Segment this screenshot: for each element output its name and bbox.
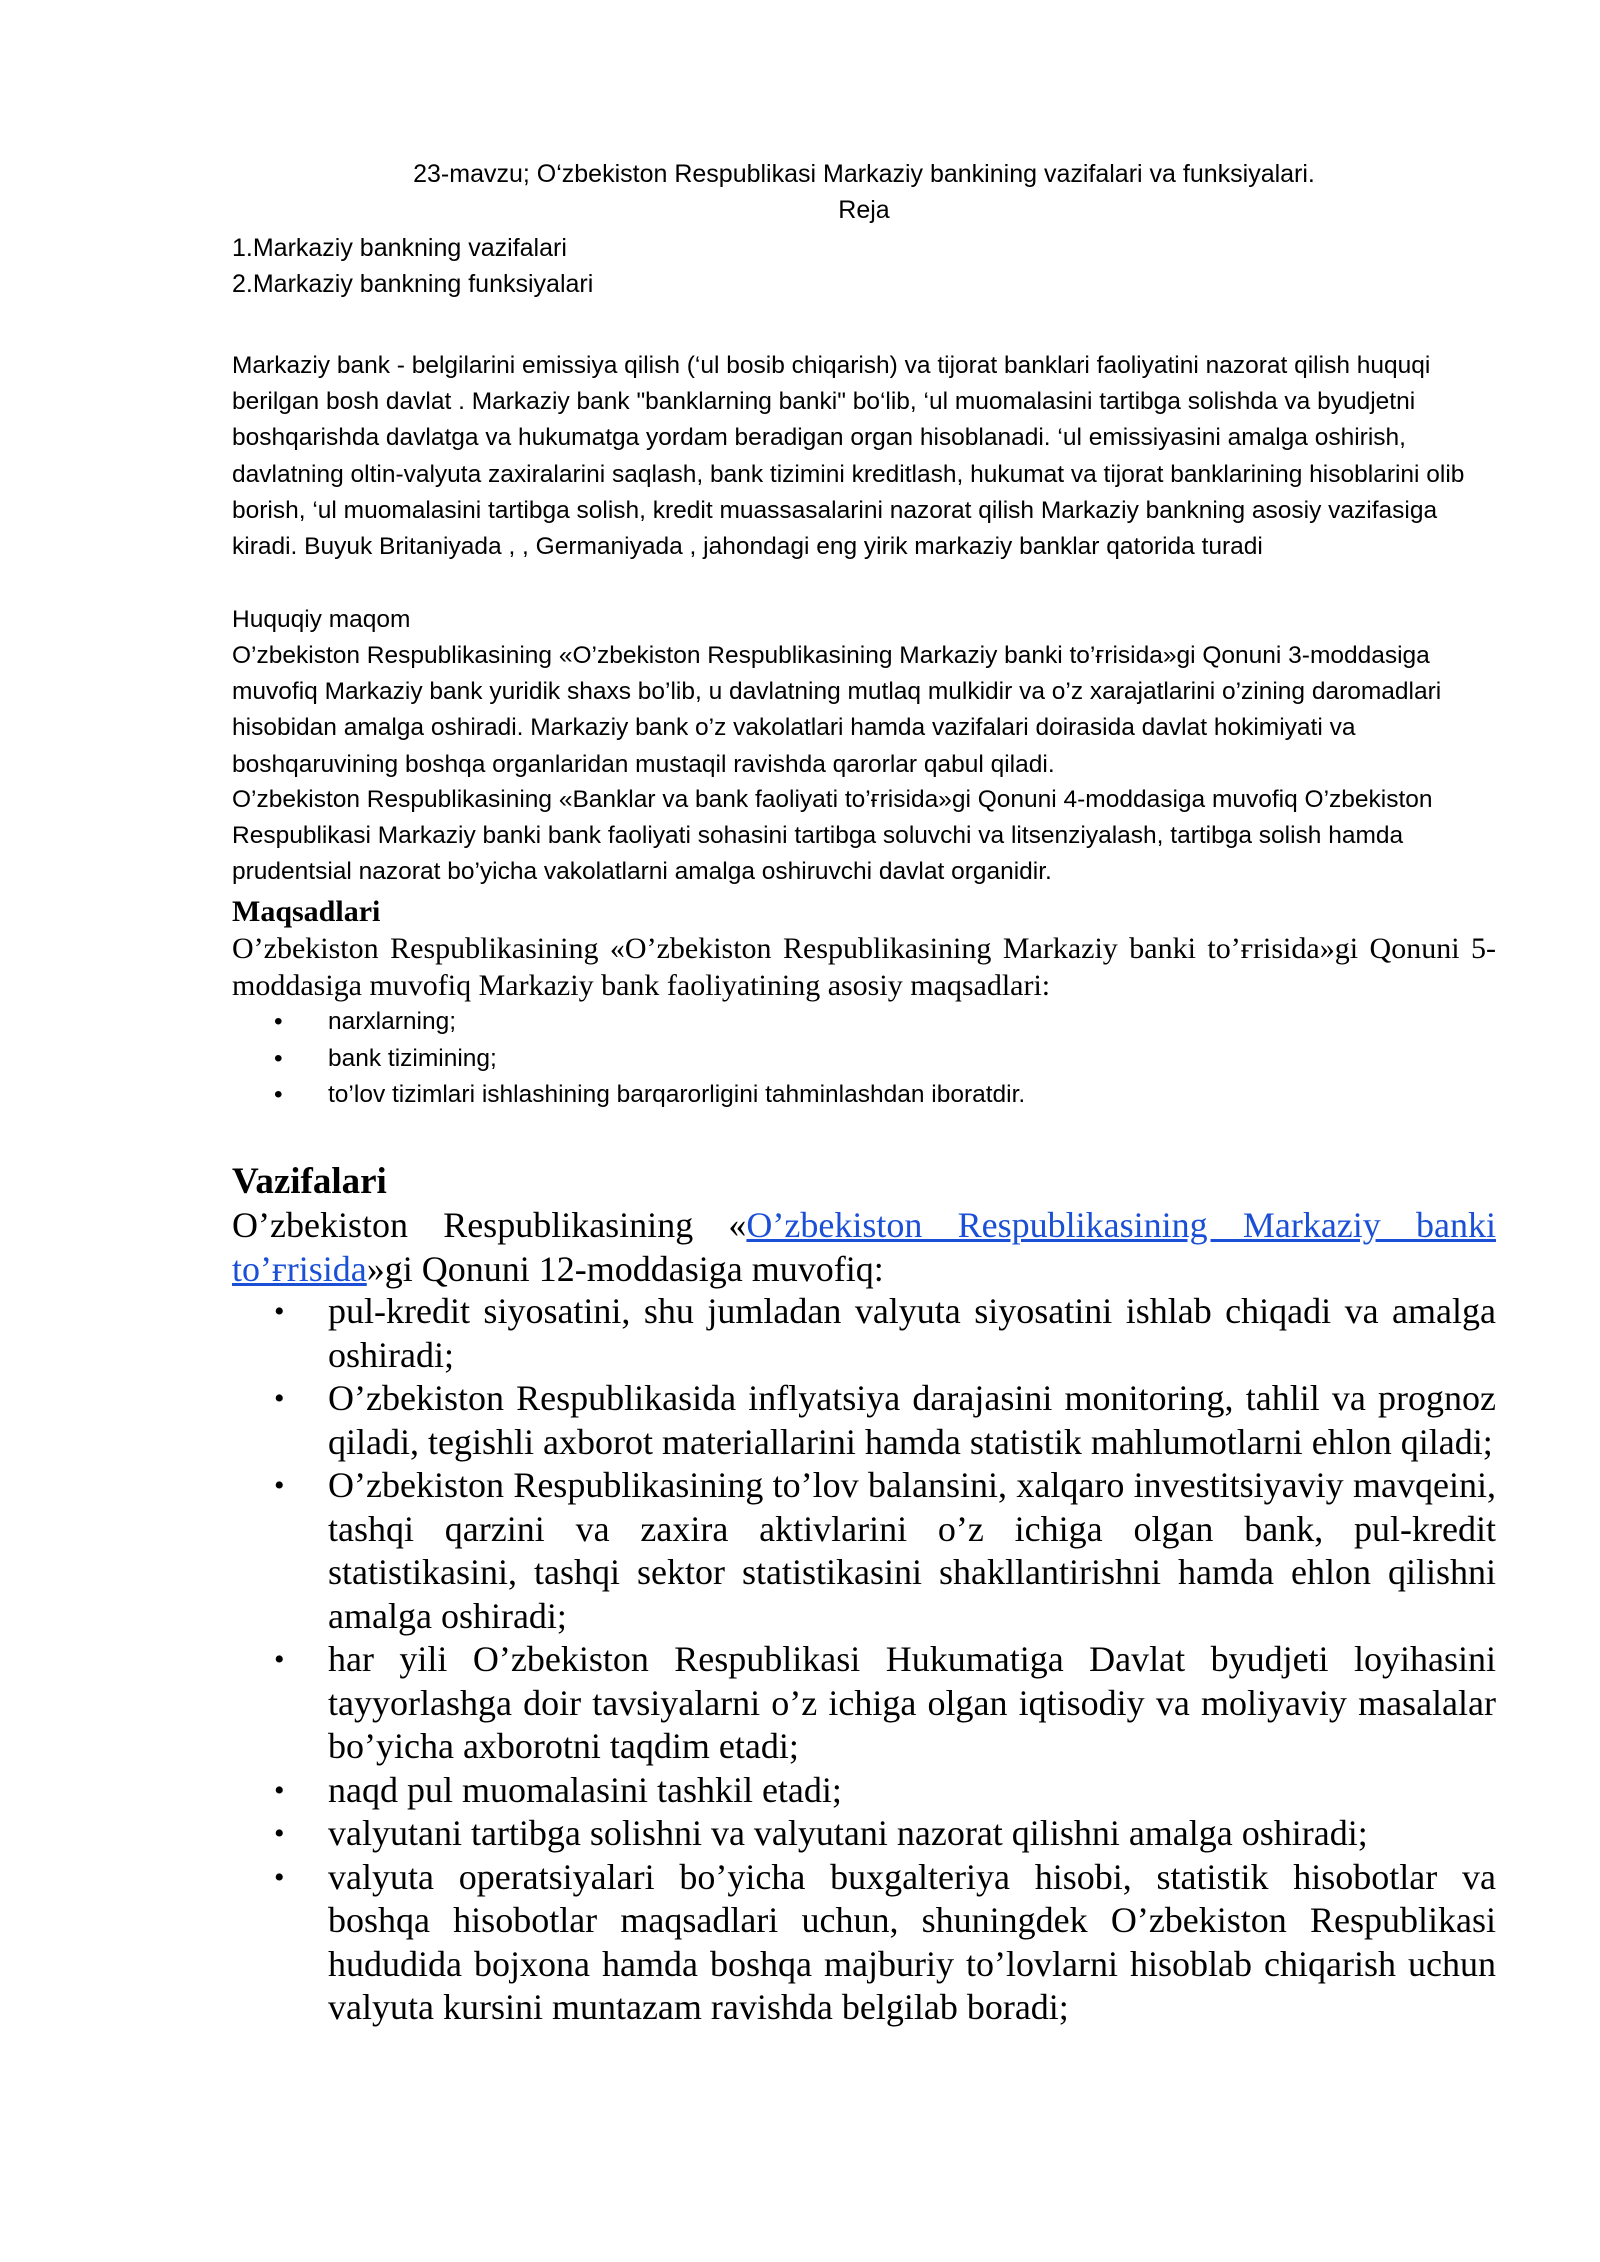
tasks-list-item: • O’zbekiston Respublikasida inflyatsiya darajasini monitoring, tahlil va prognoz qiladi, tegishli axborot materiallarini hamda statistik mahlumotlarni ehlon qiladi; (232, 1377, 1496, 1464)
tasks-list-item: • valyuta operatsiyalari bo’yicha buxgalteriya hisobi, statistik hisobotlar va boshqa hisobotlar maqsadlari uchun, shuningdek O’zbekiston Respublikasi hududida bojxona hamda boshqa majburiy to’lovlarni hisoblab chiqarish uchun valyuta kursini muntazam ravishda belgilab boradi; (232, 1856, 1496, 2030)
tasks-list-item: • valyutani tartibga solishni va valyutani nazorat qilishni amalga oshiradi; (232, 1812, 1496, 1856)
tasks-list (232, 1290, 1496, 2030)
goals-heading: Maqsadlari (232, 895, 381, 928)
goals-list-item: • bank tizimining; (232, 1041, 1496, 1078)
intro-paragraph: Markaziy bank - belgilarini emissiya qilish (‘ul bosib chiqarish) va tijorat banklari faoliyatini nazorat qilish huquqi berilgan bosh davlat . Markaziy bank "banklarning banki" bo‘lib, ‘ul muomalasini tartibga solishda va byudjetni boshqarishda davlatga va hukumatga yordam beradigan organ hisoblanadi. ‘ul emissiyasini amalga oshirish, davlatning oltin-valyuta zaxiralarini saqlash, bank tizimini kreditlash, hukumat va tijorat banklarining hisoblarini olib borish, ‘ul muomalasini tartibga solish, kredit muassasalarini nazorat qilish Markaziy bankning asosiy vazifasiga kiradi. Buyuk Britaniyada , , Germaniyada , jahondagi eng yirik markaziy banklar qatorida turadi (232, 352, 1465, 561)
legal-status-heading: Huquqiy maqom (232, 606, 411, 633)
goals-list-item: • narxlarning; (232, 1004, 1496, 1041)
plan-item: 2.Markaziy bankning funksiyalari (232, 270, 594, 298)
plan-heading: Reja (838, 196, 890, 224)
plan-item: 1.Markaziy bankning vazifalari (232, 234, 567, 262)
tasks-list-item: • pul-kredit siyosatini, shu jumladan valyuta siyosatini ishlab chiqadi va amalga oshiradi; (232, 1290, 1496, 1377)
tasks-list-item: • O’zbekiston Respublikasining to’lov balansini, xalqaro investitsiyaviy mavqeini, tashqi qarzini va zaxira aktivlarini o’z ichiga olgan bank, pul-kredit statistikasini, tashqi sektor statistikasini shakllantirishni hamda ehlon qilishni amalga oshiradi; (232, 1464, 1496, 1638)
tasks-intro (232, 1204, 1496, 1291)
tasks-intro-prefix: O’zbekiston Respublikasining « (232, 1205, 747, 1245)
goals-list (232, 1004, 1496, 1114)
plan-list (232, 230, 1496, 302)
tasks-intro-suffix: »gi Qonuni 12-moddasiga muvofiq: (366, 1248, 884, 1289)
legal-paragraph-2: O’zbekiston Respublikasining «Banklar va bank faoliyati to’ғrisida»gi Qonuni 4-moddasiga muvofiq O’zbekiston Respublikasi Markaziy banki bank faoliyati sohasini tartibga soluvchi va litsenziyalash, tartibga solish hamda prudentsial nazorat bo’yicha vakolatlarni amalga oshiruvchi davlat organidir. (232, 786, 1433, 886)
tasks-list-item: • naqd pul muomalasini tashkil etadi; (232, 1769, 1496, 1813)
legal-paragraph-1: O’zbekiston Respublikasining «O’zbekiston Respublikasining Markaziy banki to’ғrisida»gi Qonuni 3-moddasiga muvofiq Markaziy bank yuridik shaxs bo’lib, u davlatning mutlaq mulkidir va o’z xarajatlarini o’zining daromadlari hisobidan amalga oshiradi. Markaziy bank o’z vakolatlari hamda vazifalari doirasida davlat hokimiyati va boshqaruvining boshqa organlaridan mustaqil ravishda qarorlar qabul qiladi. (232, 642, 1442, 778)
law-link[interactable]: O’zbekiston Respublikasining Markaziy banki to’ғrisida (232, 1205, 1496, 1289)
tasks-heading: Vazifalari (232, 1161, 387, 1202)
goals-text: O’zbekiston Respublikasining «O’zbekiston Respublikasining Markaziy banki to’ғrisida»gi Qonuni 5-moddasiga muvofiq Markaziy bank faoliyatining asosiy maqsadlari: (232, 932, 1496, 1002)
tasks-list-item: • har yili O’zbekiston Respublikasi Hukumatiga Davlat byudjeti loyihasini tayyorlashga doir tavsiyalarni o’z ichiga olgan iqtisodiy va moliyaviy masalalar bo’yicha axborotni taqdim etadi; (232, 1638, 1496, 1769)
document-title: 23-mavzu; O‘zbekiston Respublikasi Markaziy bankining vazifalari va funksiyalari. (413, 160, 1315, 188)
goals-list-item: • to’lov tizimlari ishlashining barqarorligini tahminlashdan iboratdir. (232, 1077, 1496, 1114)
